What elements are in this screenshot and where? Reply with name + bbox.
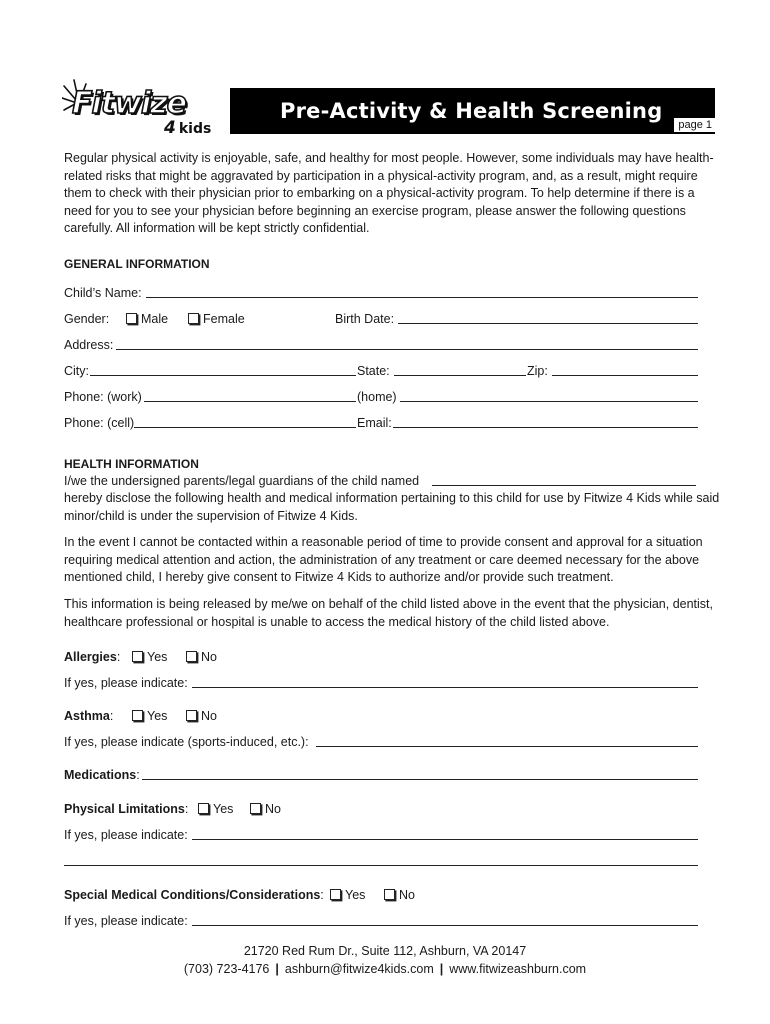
- city-label: City:: [64, 364, 89, 378]
- allergies-label: [64, 648, 120, 666]
- address-field[interactable]: [116, 336, 698, 350]
- limitations-detail-field[interactable]: [192, 826, 698, 840]
- medications-colon: :: [136, 768, 140, 782]
- asthma-yes-option[interactable]: [132, 707, 167, 725]
- limitations-detail-label: If yes, please indicate:: [64, 828, 188, 842]
- asthma-no-label: No: [201, 709, 217, 723]
- physical-limitations-colon: :: [184, 802, 189, 816]
- footer-website[interactable]: www.fitwizeashburn.com: [449, 962, 587, 976]
- allergies-text: Allergies: [64, 650, 117, 664]
- allergies-yes-option[interactable]: [132, 648, 167, 666]
- limitations-no-label: No: [265, 802, 281, 816]
- asthma-colon: :: [109, 709, 114, 723]
- medications-label: [64, 766, 140, 784]
- limitations-no-option[interactable]: [250, 800, 281, 818]
- physical-limitations-text: Physical Limitations: [64, 802, 185, 816]
- asthma-detail-label: If yes, please indicate (sports-induced, etc.):: [64, 735, 309, 749]
- childs-name-field[interactable]: [146, 284, 698, 298]
- footer-separator: |: [275, 962, 279, 976]
- asthma-detail-field[interactable]: [316, 733, 698, 747]
- phone-home-field[interactable]: [400, 388, 698, 402]
- special-conditions-label: [64, 886, 324, 904]
- city-field[interactable]: [90, 362, 356, 376]
- page-number: page 1: [674, 118, 715, 132]
- special-detail-field[interactable]: [192, 912, 698, 926]
- birth-date-field[interactable]: [398, 310, 698, 324]
- zip-field[interactable]: [552, 362, 698, 376]
- logo-wordmark: Fitwize: [72, 86, 186, 121]
- footer-contact: [0, 962, 770, 976]
- state-field[interactable]: [394, 362, 526, 376]
- gender-female-option[interactable]: [188, 310, 245, 328]
- limitations-yes-checkbox[interactable]: [198, 803, 209, 814]
- special-detail-label: If yes, please indicate:: [64, 914, 188, 928]
- special-yes-option[interactable]: [330, 886, 365, 904]
- female-label: Female: [203, 312, 245, 326]
- allergies-yes-label: Yes: [147, 650, 168, 664]
- limitations-extra-field[interactable]: [64, 852, 698, 866]
- logo-four: 4: [164, 118, 176, 138]
- consent-paragraph-1: hereby disclose the following health and medical information pertaining to this child for use by Fitwize 4 Kids while said minor/child is under the supervision of Fitwize 4 Kids.: [64, 491, 720, 523]
- special-no-checkbox[interactable]: [384, 889, 395, 900]
- asthma-yes-label: Yes: [147, 709, 168, 723]
- title-bar: [230, 88, 715, 134]
- asthma-no-option[interactable]: [186, 707, 217, 725]
- allergies-detail-field[interactable]: [192, 674, 698, 688]
- medications-field[interactable]: [142, 766, 698, 780]
- special-no-label: No: [399, 888, 415, 902]
- address-label: Address:: [64, 338, 114, 352]
- childs-name-label: Child’s Name:: [64, 286, 142, 300]
- phone-work-label: Phone: (work): [64, 390, 142, 404]
- special-conditions-text: Special Medical Conditions/Considerations: [64, 888, 321, 902]
- medications-text: Medications: [64, 768, 137, 782]
- allergies-detail-label: If yes, please indicate:: [64, 676, 188, 690]
- special-yes-label: Yes: [345, 888, 366, 902]
- gender-male-option[interactable]: [126, 310, 168, 328]
- consent-paragraph-3: This information is being released by me/we on behalf of the child listed above in the event that the physician, dentist, healthcare professional or hospital is unable to access the medical history of the child listed above.: [64, 597, 713, 629]
- allergies-colon: :: [116, 650, 121, 664]
- email-field[interactable]: [393, 414, 698, 428]
- limitations-yes-label: Yes: [213, 802, 234, 816]
- page-title: Pre-Activity & Health Screening: [280, 99, 663, 123]
- gender-label: Gender:: [64, 312, 110, 326]
- limitations-extra-row: [64, 852, 698, 870]
- special-yes-checkbox[interactable]: [330, 889, 341, 900]
- general-info-heading: GENERAL INFORMATION: [64, 257, 210, 271]
- intro-paragraph: Regular physical activity is enjoyable, safe, and healthy for most people. However, some individuals may have health-related risks that might be aggravated by participation in a physical-activity program, and, as a result, might require them to check with their physician prior to embarking on a physical-activity program. To help determine if there is a need for you to see your physician before beginning an exercise program, please answer the following questions carefully. All information will be kept strictly confidential.: [64, 151, 714, 236]
- consent-paragraph-2: In the event I cannot be contacted within a reasonable period of time to provide consent and approval for a situation requiring medical attention and action, the administration of any treatment or care deemed necessary for the above mentioned child, I hereby give consent to Fitwize 4 Kids to authorize and/or provide such treatment.: [64, 535, 703, 585]
- asthma-label: [64, 707, 113, 725]
- footer-address: 21720 Red Rum Dr., Suite 112, Ashburn, VA 20147: [243, 944, 527, 958]
- gender-row: [64, 310, 704, 328]
- asthma-text: Asthma: [64, 709, 110, 723]
- logo-kids: kids: [178, 121, 212, 137]
- limitations-yes-option[interactable]: [198, 800, 233, 818]
- health-info-heading: HEALTH INFORMATION: [64, 457, 199, 471]
- phone-cell-label: Phone: (cell): [64, 416, 135, 430]
- special-conditions-colon: :: [320, 888, 324, 902]
- asthma-yes-checkbox[interactable]: [132, 710, 143, 721]
- state-label: State:: [357, 364, 390, 378]
- male-label: Male: [141, 312, 169, 326]
- phone-work-field[interactable]: [144, 388, 356, 402]
- consent-intro: I/we the undersigned parents/legal guardians of the child named: [64, 474, 420, 488]
- limitations-no-checkbox[interactable]: [250, 803, 261, 814]
- child-named-field[interactable]: [432, 472, 696, 486]
- zip-label: Zip:: [527, 364, 548, 378]
- logo-subtitle: [164, 118, 211, 138]
- female-checkbox[interactable]: [188, 313, 199, 324]
- asthma-no-checkbox[interactable]: [186, 710, 197, 721]
- phone-cell-field[interactable]: [134, 414, 356, 428]
- birth-date-label: Birth Date:: [335, 312, 395, 326]
- allergies-no-option[interactable]: [186, 648, 217, 666]
- footer-email[interactable]: ashburn@fitwize4kids.com: [284, 962, 434, 976]
- footer-separator: |: [439, 962, 444, 976]
- phone-home-label: (home): [357, 390, 397, 404]
- fitwize-logo: [62, 78, 232, 142]
- allergies-no-label: No: [201, 650, 217, 664]
- special-no-option[interactable]: [384, 886, 415, 904]
- male-checkbox[interactable]: [126, 313, 137, 324]
- allergies-no-checkbox[interactable]: [186, 651, 197, 662]
- email-label: Email:: [357, 416, 392, 430]
- footer-phone: (703) 723-4176: [183, 962, 270, 976]
- physical-limitations-label: [64, 800, 188, 818]
- allergies-yes-checkbox[interactable]: [132, 651, 143, 662]
